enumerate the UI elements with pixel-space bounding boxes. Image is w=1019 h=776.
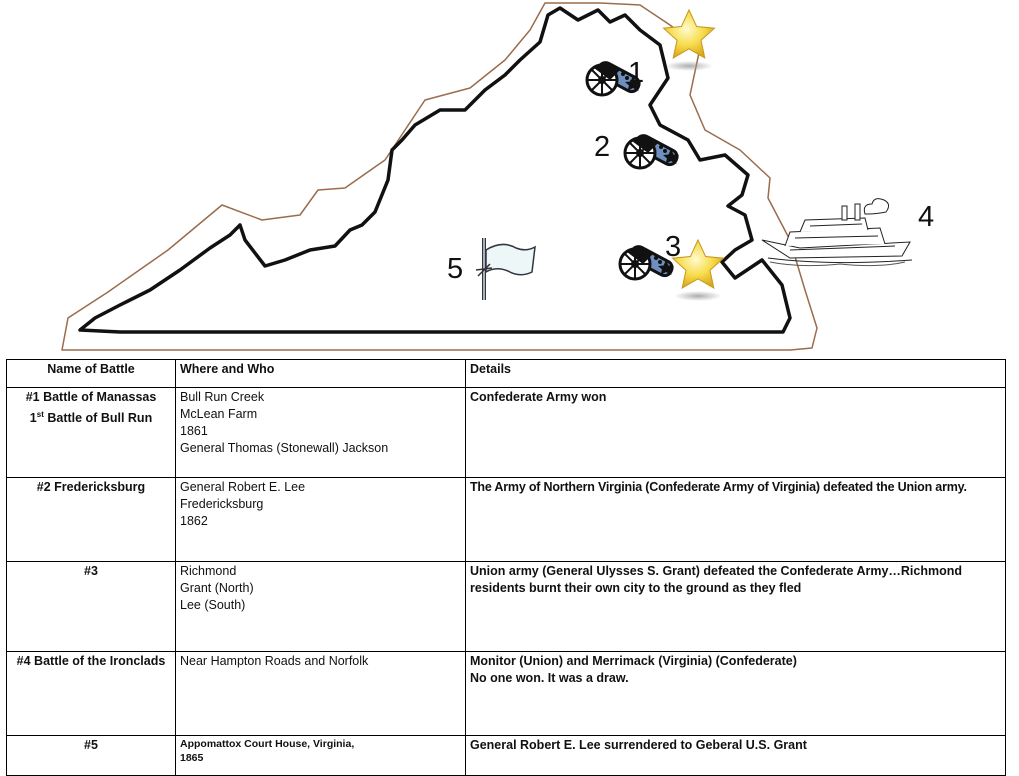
- where-who-cell: [176, 388, 466, 478]
- battle-marker-3: [620, 231, 681, 279]
- where-line: Fredericksburg: [180, 497, 264, 511]
- battle-name-alt: [11, 406, 171, 427]
- battle-name: #5: [84, 738, 98, 752]
- battle-name-cell: [7, 652, 176, 736]
- where-line: General Thomas (Stonewall) Jackson: [180, 441, 389, 455]
- table-row: [7, 562, 1006, 652]
- where-line: 1865: [180, 752, 204, 764]
- where-who-cell: [176, 736, 466, 776]
- header-where-and-who: Where and Who: [176, 360, 466, 388]
- details-line: General Robert E. Lee surrendered to Geberal U.S. Grant: [470, 738, 807, 752]
- battle-name-cell: [7, 478, 176, 562]
- table-row: [7, 478, 1006, 562]
- details-line: No one won. It was a draw.: [470, 671, 629, 685]
- where-line: Bull Run Creek: [180, 390, 265, 404]
- battle-name-cell: [7, 388, 176, 478]
- table-row: [7, 652, 1006, 736]
- marker-5-number: 5: [447, 253, 464, 285]
- battle-marker-4: [762, 199, 934, 266]
- marker-2-number: 2: [594, 131, 611, 163]
- battle-table: [6, 359, 1006, 776]
- where-line: Near Hampton Roads and Norfolk: [180, 654, 369, 668]
- battle-name-cell: [7, 736, 176, 776]
- battle-marker-5: [447, 238, 535, 300]
- where-line: McLean Farm: [180, 407, 258, 421]
- details-cell: [466, 652, 1006, 736]
- battle-name: #4 Battle of the Ironclads: [16, 654, 166, 668]
- where-line: 1862: [180, 514, 208, 528]
- details-line: Union army (General Ulysses S. Grant) defeated the Confederate Army…Richmond residents burnt their own city to the ground as they fled: [470, 564, 963, 595]
- details-line: The Army of Northern Virginia (Confederate Army of Virginia) defeated the Union army.: [470, 480, 967, 494]
- cannon-icon: [625, 133, 680, 168]
- where-line: General Robert E. Lee: [180, 480, 306, 494]
- details-line: Confederate Army won: [470, 390, 607, 404]
- ordinal-suffix: st: [36, 410, 44, 419]
- header-details: Details: [466, 360, 1006, 388]
- details-cell: [466, 562, 1006, 652]
- battle-name: #1 Battle of Manassas: [25, 390, 157, 404]
- where-who-cell: [176, 652, 466, 736]
- header-name-of-battle: Name of Battle: [7, 360, 176, 388]
- table-row: [7, 388, 1006, 478]
- table-row: [7, 736, 1006, 776]
- details-line: Monitor (Union) and Merrimack (Virginia) (Confederate): [470, 654, 797, 668]
- where-line: 1861: [180, 424, 208, 438]
- where-line: Appomattox Court House, Virginia,: [180, 738, 355, 750]
- battle-name: #2 Fredericksburg: [36, 480, 146, 494]
- surrender-flag-icon: [476, 238, 535, 300]
- ironclad-ship-icon: [762, 199, 912, 266]
- battle-name-cell: [7, 562, 176, 652]
- details-cell: [466, 388, 1006, 478]
- where-line: Lee (South): [180, 598, 246, 612]
- where-who-cell: [176, 478, 466, 562]
- details-cell: [466, 478, 1006, 562]
- capital-star-icon: [664, 10, 715, 71]
- ordinal-rest: Battle of Bull Run: [43, 411, 153, 426]
- marker-1-number: 1: [628, 57, 645, 89]
- virginia-battle-map: [0, 0, 1019, 355]
- where-who-cell: [176, 562, 466, 652]
- table-header-row: [7, 360, 1006, 388]
- marker-4-number: 4: [918, 201, 935, 233]
- marker-3-number: 3: [665, 231, 682, 263]
- battle-name: #3: [84, 564, 98, 578]
- battle-marker-2: [594, 131, 680, 168]
- details-cell: [466, 736, 1006, 776]
- where-line: Richmond: [180, 564, 237, 578]
- ordinal-number: 1: [29, 411, 37, 426]
- battle-marker-1: [587, 57, 644, 95]
- where-line: Grant (North): [180, 581, 254, 595]
